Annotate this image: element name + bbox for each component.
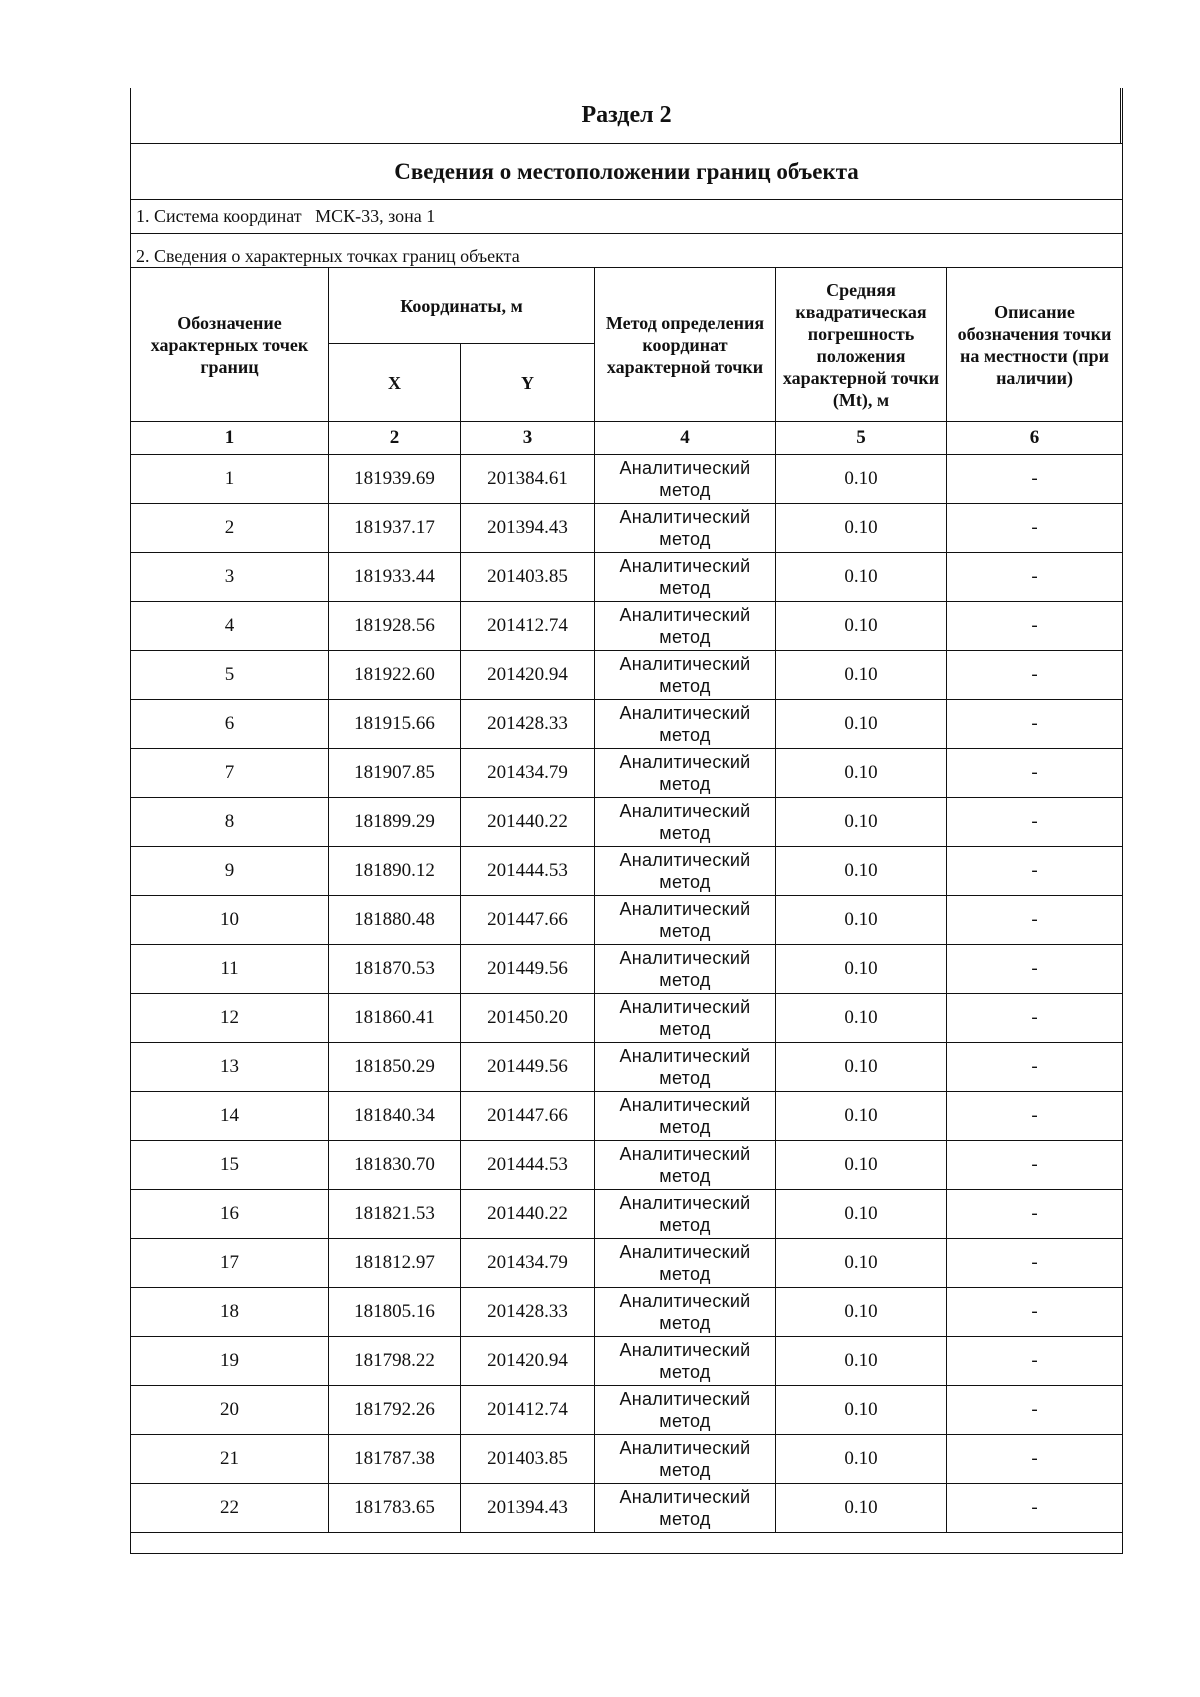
mean-error: 0.10 bbox=[776, 700, 947, 749]
table-row bbox=[131, 994, 1123, 1043]
point-description: - bbox=[947, 1337, 1123, 1386]
point-description: - bbox=[947, 1043, 1123, 1092]
column-number-2: 2 bbox=[329, 422, 461, 455]
coord-x: 181792.26 bbox=[329, 1386, 461, 1435]
coord-y: 201403.85 bbox=[461, 553, 595, 602]
point-description: - bbox=[947, 1386, 1123, 1435]
point-description: - bbox=[947, 994, 1123, 1043]
method: Аналитический метод bbox=[595, 847, 776, 896]
method: Аналитический метод bbox=[595, 896, 776, 945]
coord-y: 201394.43 bbox=[461, 504, 595, 553]
coord-x: 181880.48 bbox=[329, 896, 461, 945]
table-row bbox=[131, 1043, 1123, 1092]
section-title: Раздел 2 bbox=[131, 88, 1123, 144]
point-description: - bbox=[947, 1239, 1123, 1288]
coord-y: 201412.74 bbox=[461, 1386, 595, 1435]
point-number: 2 bbox=[131, 504, 329, 553]
point-number: 4 bbox=[131, 602, 329, 651]
coord-x: 181933.44 bbox=[329, 553, 461, 602]
coord-x: 181928.56 bbox=[329, 602, 461, 651]
point-description: - bbox=[947, 504, 1123, 553]
mean-error: 0.10 bbox=[776, 1092, 947, 1141]
method: Аналитический метод bbox=[595, 1386, 776, 1435]
mean-error: 0.10 bbox=[776, 504, 947, 553]
point-number: 12 bbox=[131, 994, 329, 1043]
coord-y: 201428.33 bbox=[461, 1288, 595, 1337]
coord-x: 181783.65 bbox=[329, 1484, 461, 1533]
header-error: Средняя квадратическая погрешность положения характерной точки (Mt), м bbox=[776, 268, 947, 422]
coord-x: 181840.34 bbox=[329, 1092, 461, 1141]
header-method: Метод определения координат характерной точки bbox=[595, 268, 776, 422]
coord-x: 181805.16 bbox=[329, 1288, 461, 1337]
table-row bbox=[131, 455, 1123, 504]
boundary-points-table bbox=[130, 88, 1123, 1554]
table-row bbox=[131, 847, 1123, 896]
coord-y: 201440.22 bbox=[461, 798, 595, 847]
method: Аналитический метод bbox=[595, 1288, 776, 1337]
mean-error: 0.10 bbox=[776, 553, 947, 602]
table-row bbox=[131, 1239, 1123, 1288]
coord-x: 181830.70 bbox=[329, 1141, 461, 1190]
point-description: - bbox=[947, 700, 1123, 749]
method: Аналитический метод bbox=[595, 945, 776, 994]
point-number: 8 bbox=[131, 798, 329, 847]
coord-y: 201384.61 bbox=[461, 455, 595, 504]
coord-x: 181787.38 bbox=[329, 1435, 461, 1484]
table-row bbox=[131, 700, 1123, 749]
coord-y: 201403.85 bbox=[461, 1435, 595, 1484]
point-description: - bbox=[947, 1484, 1123, 1533]
method: Аналитический метод bbox=[595, 1141, 776, 1190]
mean-error: 0.10 bbox=[776, 1337, 947, 1386]
point-description: - bbox=[947, 1435, 1123, 1484]
point-description: - bbox=[947, 749, 1123, 798]
point-description: - bbox=[947, 1141, 1123, 1190]
points-info-label: 2. Сведения о характерных точках границ объекта bbox=[131, 234, 1123, 268]
point-description: - bbox=[947, 553, 1123, 602]
coord-y: 201420.94 bbox=[461, 651, 595, 700]
coordinate-system-value: МСК-33, зона 1 bbox=[315, 206, 436, 226]
coord-x: 181798.22 bbox=[329, 1337, 461, 1386]
mean-error: 0.10 bbox=[776, 896, 947, 945]
method: Аналитический метод bbox=[595, 455, 776, 504]
coord-y: 201434.79 bbox=[461, 749, 595, 798]
header-description: Описание обозначения точки на местности (при наличии) bbox=[947, 268, 1123, 422]
mean-error: 0.10 bbox=[776, 994, 947, 1043]
mean-error: 0.10 bbox=[776, 1288, 947, 1337]
coord-x: 181870.53 bbox=[329, 945, 461, 994]
coord-y: 201447.66 bbox=[461, 1092, 595, 1141]
coord-y: 201440.22 bbox=[461, 1190, 595, 1239]
point-number: 19 bbox=[131, 1337, 329, 1386]
point-number: 10 bbox=[131, 896, 329, 945]
coord-x: 181812.97 bbox=[329, 1239, 461, 1288]
table-row bbox=[131, 1288, 1123, 1337]
method: Аналитический метод bbox=[595, 798, 776, 847]
coord-x: 181939.69 bbox=[329, 455, 461, 504]
mean-error: 0.10 bbox=[776, 1239, 947, 1288]
method: Аналитический метод bbox=[595, 651, 776, 700]
coord-x: 181890.12 bbox=[329, 847, 461, 896]
coordinate-system-line bbox=[131, 200, 1123, 234]
method: Аналитический метод bbox=[595, 700, 776, 749]
point-description: - bbox=[947, 1190, 1123, 1239]
coord-y: 201434.79 bbox=[461, 1239, 595, 1288]
coord-x: 181907.85 bbox=[329, 749, 461, 798]
table-row bbox=[131, 1092, 1123, 1141]
mean-error: 0.10 bbox=[776, 1141, 947, 1190]
column-number-4: 4 bbox=[595, 422, 776, 455]
point-number: 15 bbox=[131, 1141, 329, 1190]
mean-error: 0.10 bbox=[776, 847, 947, 896]
method: Аналитический метод bbox=[595, 1337, 776, 1386]
method: Аналитический метод bbox=[595, 1190, 776, 1239]
coord-y: 201428.33 bbox=[461, 700, 595, 749]
mean-error: 0.10 bbox=[776, 798, 947, 847]
point-number: 14 bbox=[131, 1092, 329, 1141]
coord-y: 201450.20 bbox=[461, 994, 595, 1043]
blank-cell bbox=[131, 1533, 1123, 1554]
point-number: 5 bbox=[131, 651, 329, 700]
point-number: 7 bbox=[131, 749, 329, 798]
method: Аналитический метод bbox=[595, 1092, 776, 1141]
point-number: 1 bbox=[131, 455, 329, 504]
coord-y: 201444.53 bbox=[461, 847, 595, 896]
point-description: - bbox=[947, 1288, 1123, 1337]
header-x: X bbox=[329, 344, 461, 422]
point-description: - bbox=[947, 896, 1123, 945]
coord-y: 201394.43 bbox=[461, 1484, 595, 1533]
method: Аналитический метод bbox=[595, 602, 776, 651]
blank-row bbox=[131, 1533, 1123, 1554]
column-number-3: 3 bbox=[461, 422, 595, 455]
coord-y: 201412.74 bbox=[461, 602, 595, 651]
coord-x: 181850.29 bbox=[329, 1043, 461, 1092]
point-number: 11 bbox=[131, 945, 329, 994]
mean-error: 0.10 bbox=[776, 602, 947, 651]
table-row bbox=[131, 602, 1123, 651]
header-designation: Обозначение характерных точек границ bbox=[131, 268, 329, 422]
table-row bbox=[131, 1386, 1123, 1435]
point-description: - bbox=[947, 602, 1123, 651]
method: Аналитический метод bbox=[595, 504, 776, 553]
mean-error: 0.10 bbox=[776, 945, 947, 994]
point-number: 16 bbox=[131, 1190, 329, 1239]
document-sheet bbox=[130, 88, 1122, 1554]
coord-y: 201449.56 bbox=[461, 1043, 595, 1092]
mean-error: 0.10 bbox=[776, 651, 947, 700]
method: Аналитический метод bbox=[595, 1043, 776, 1092]
table-row bbox=[131, 896, 1123, 945]
point-number: 17 bbox=[131, 1239, 329, 1288]
coord-y: 201420.94 bbox=[461, 1337, 595, 1386]
table-row bbox=[131, 1484, 1123, 1533]
table-row bbox=[131, 1435, 1123, 1484]
coord-y: 201447.66 bbox=[461, 896, 595, 945]
document-subtitle: Сведения о местоположении границ объекта bbox=[131, 144, 1123, 200]
point-description: - bbox=[947, 455, 1123, 504]
mean-error: 0.10 bbox=[776, 1484, 947, 1533]
coordinate-system-label: 1. Система координат bbox=[136, 206, 302, 226]
mean-error: 0.10 bbox=[776, 1386, 947, 1435]
table-row bbox=[131, 1337, 1123, 1386]
coord-x: 181899.29 bbox=[329, 798, 461, 847]
method: Аналитический метод bbox=[595, 1435, 776, 1484]
table-row bbox=[131, 1141, 1123, 1190]
point-number: 9 bbox=[131, 847, 329, 896]
column-number-5: 5 bbox=[776, 422, 947, 455]
point-description: - bbox=[947, 847, 1123, 896]
table-row bbox=[131, 749, 1123, 798]
mean-error: 0.10 bbox=[776, 1435, 947, 1484]
coord-x: 181821.53 bbox=[329, 1190, 461, 1239]
mean-error: 0.10 bbox=[776, 1190, 947, 1239]
method: Аналитический метод bbox=[595, 553, 776, 602]
method: Аналитический метод bbox=[595, 749, 776, 798]
point-description: - bbox=[947, 651, 1123, 700]
coord-x: 181937.17 bbox=[329, 504, 461, 553]
column-number-1: 1 bbox=[131, 422, 329, 455]
table-row bbox=[131, 651, 1123, 700]
point-description: - bbox=[947, 945, 1123, 994]
method: Аналитический метод bbox=[595, 994, 776, 1043]
header-y: Y bbox=[461, 344, 595, 422]
table-row bbox=[131, 553, 1123, 602]
method: Аналитический метод bbox=[595, 1239, 776, 1288]
coord-y: 201444.53 bbox=[461, 1141, 595, 1190]
coord-x: 181922.60 bbox=[329, 651, 461, 700]
table-row bbox=[131, 1190, 1123, 1239]
mean-error: 0.10 bbox=[776, 455, 947, 504]
mean-error: 0.10 bbox=[776, 749, 947, 798]
point-number: 20 bbox=[131, 1386, 329, 1435]
coord-y: 201449.56 bbox=[461, 945, 595, 994]
point-number: 3 bbox=[131, 553, 329, 602]
point-number: 21 bbox=[131, 1435, 329, 1484]
mean-error: 0.10 bbox=[776, 1043, 947, 1092]
point-description: - bbox=[947, 798, 1123, 847]
method: Аналитический метод bbox=[595, 1484, 776, 1533]
table-row bbox=[131, 504, 1123, 553]
point-number: 6 bbox=[131, 700, 329, 749]
point-description: - bbox=[947, 1092, 1123, 1141]
point-number: 18 bbox=[131, 1288, 329, 1337]
column-number-6: 6 bbox=[947, 422, 1123, 455]
header-coordinates: Координаты, м bbox=[329, 268, 595, 344]
point-number: 22 bbox=[131, 1484, 329, 1533]
coord-x: 181915.66 bbox=[329, 700, 461, 749]
point-number: 13 bbox=[131, 1043, 329, 1092]
table-row bbox=[131, 798, 1123, 847]
coord-x: 181860.41 bbox=[329, 994, 461, 1043]
table-row bbox=[131, 945, 1123, 994]
